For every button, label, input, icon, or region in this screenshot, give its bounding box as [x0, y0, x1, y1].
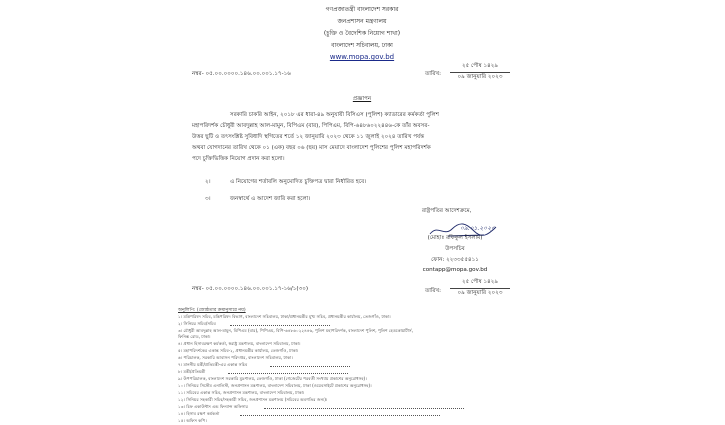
distribution-item: ১৩। চিফ একাউন্টস এন্ড ফিন্যান্স অফিসার: [178, 404, 248, 409]
fill-in-line: [264, 408, 464, 409]
date-english-2: ০৯ জানুয়ারি ২০২৩: [457, 290, 503, 296]
fill-in-line: [270, 366, 350, 367]
distribution-item: ৮। মন্ত্রী/প্রতিমন্ত্রী: [178, 369, 206, 374]
paragraph-2-text: এ নিয়োগের শর্তাবলি অনুমোদিত চুক্তিপত্র দ্বারা নির্ধারিত হবে।: [230, 179, 367, 185]
distribution-item: ৪। প্রধান হিসাবরক্ষণ কর্মকর্তা, স্বরাষ্ট্র মন্ত্রণালয়, বাংলাদেশ সচিবালয়, ঢাকা।: [178, 341, 301, 346]
presidential-order-line: রাষ্ট্রপতির আদেশক্রমে,: [422, 208, 472, 214]
distribution-item: ৭। মাননীয় মন্ত্রী/প্রতিমন্ত্রী-এর একান্ত সচিব: [178, 362, 248, 367]
distribution-item: ১০। সিনিয়র সিস্টেম এনালিস্ট, জনপ্রশাসন মন্ত্রণালয়, বাংলাদেশ সচিবালয়, ঢাকা (ওয়েবসাইটে প্রকাশের অনুরোধসহ)।: [178, 383, 372, 388]
distribution-item: ২। সিনিয়র সচিব/সচিব: [178, 321, 216, 326]
distribution-item: ৯। উপপরিচালক, বাংলাদেশ সরকারি মুদ্রণালয়, তেজগাঁও, ঢাকা (গেজেটের পরবর্তী সংখ্যায় প্রকাশের অনুরোধসহ)।: [178, 376, 367, 381]
date-label-2: তারিখ:: [425, 288, 442, 294]
ministry-name: জনপ্রশাসন মন্ত্রণালয়: [337, 18, 387, 25]
paragraph-line: উত্তর ছুটি ও তৎসংশ্লিষ্ট সুবিধাদি স্থগিতের শর্তে ১২ জানুয়ারি ২০২৩ থেকে ১১ জুলাই ২০২৪ তারিখ পর্যন্ত: [192, 134, 425, 140]
fill-in-line: [230, 325, 330, 326]
govt-name: গণপ্রজাতন্ত্রী বাংলাদেশ সরকার: [325, 6, 399, 13]
signatory-email[interactable]: contapp@mopa.gov.bd: [422, 267, 488, 273]
distribution-item: ৫। মহাপরিদর্শকের একান্ত সচিব-২, প্রধানমন্ত্রীর কার্যালয়, তেজগাঁও, ঢাকা।: [178, 348, 299, 353]
notice-title: প্রজ্ঞাপন: [352, 96, 372, 102]
paragraph-line: মহাপরিদর্শক চৌধুরী আবদুল্লাহ আল-মামুন, বিপিএম (বার), পিপিএম, বিপি-৬৪৮৬০২২৪৪৬-কে তাঁর অবসর-: [192, 123, 430, 129]
paragraph-number: ৩।: [205, 196, 211, 202]
paragraph-line: পদে চুক্তিভিত্তিক নিয়োগ প্রদান করা হলো।: [192, 156, 285, 162]
section-name: (চুক্তি ও বৈদেশিক নিয়োগ শাখা): [323, 30, 401, 37]
memo-number: নম্বর- ০৫.০০.০০০০.১৪৬.০০.০০১.১৭-১৬: [192, 71, 291, 77]
distribution-item: ৩। চৌধুরী আবদুল্লাহ আল-মামুন, বিপিএম (বার), পিপিএম, বিপি-৬৪৮৬০২২৪৪৬, পুলিশ মহাপরিদর্শক, বাংলাদেশ পুলিশ, পুলিশ হেডকোয়ার্টার্স,: [178, 328, 414, 333]
paragraph-line: অথবা যোগদানের তারিখ থেকে ০১ (এক) বছর ০৬ (ছয়) মাস মেয়াদে বাংলাদেশ পুলিশের পুলিশ মহাপরিদর্শক: [192, 145, 431, 151]
signatory-name: (মোহাঃ রফিকুল ইসলাম): [427, 235, 483, 241]
date-bengali-2: ২৫ পৌষ ১৪২৯: [461, 279, 499, 285]
distribution-item: ১। মন্ত্রিপরিষদ সচিব, মন্ত্রিপরিষদ বিভাগ, বাংলাদেশ সচিবালয়, ঢাকা/প্রধানমন্ত্রীর মুখ্য সচিব, প্রধানমন্ত্রীর কার্যালয়, তেজগাঁও, ঢাকা।: [178, 314, 391, 319]
date-divider-2: [450, 288, 510, 289]
distribution-item: ১২। সিনিয়র সহকারী সচিব/সহকারী সচিব, জনপ্রশাসন মন্ত্রণালয় (সচিবের অবগতির জন্য)।: [178, 397, 328, 402]
distribution-item: ১১। সচিবের একান্ত সচিব, জনপ্রশাসন মন্ত্রণালয়, বাংলাদেশ সচিবালয়, ঢাকা।: [178, 390, 305, 395]
distribution-title: অনুলিপি: (জ্যেষ্ঠতার ক্রমানুসারে নয়): [178, 308, 246, 313]
fill-in-line: [228, 373, 348, 374]
paragraph-3-text: জনস্বার্থে এ আদেশ জারি করা হলো।: [230, 196, 311, 202]
signatory-phone: ফোন: ২২৩৩৫৫৪১১: [431, 257, 479, 263]
distribution-item: ১৫। অফিস কপি।: [178, 418, 207, 423]
date-divider: [450, 72, 510, 73]
paragraph-number: ২।: [205, 179, 211, 185]
distribution-item: ফিনিক্স রোড, ঢাকা।: [178, 334, 211, 339]
signatory-designation: উপসচিব: [445, 246, 465, 252]
distribution-list: [178, 306, 538, 425]
paragraph-line: সরকারি চাকরি আইন, ২০১৮ এর ধারা-৪৯ অনুযায়ী বিসিএস (পুলিশ) ক্যাডারের কর্মকর্তা পুলিশ: [230, 112, 439, 118]
distribution-item: ৬। পরিচালক, সরকারি আবাসন পরিদপ্তর, বাংলাদেশ সচিবালয়, ঢাকা।: [178, 355, 293, 360]
date-bengali: ২৫ পৌষ ১৪২৯: [461, 63, 499, 69]
fill-in-line: [240, 415, 440, 416]
date-label: তারিখ:: [425, 71, 442, 77]
website-link[interactable]: www.mopa.gov.bd: [329, 53, 395, 61]
secretariat-address: বাংলাদেশ সচিবালয়, ঢাকা: [331, 42, 393, 49]
memo-number-2: নম্বর- ০৫.০০.০০০০.১৪৬.০০.০০১.১৭-১৬/১(৩০): [192, 286, 309, 292]
signature-date-text: ০৯.০১.২০২৩: [460, 225, 496, 232]
date-english: ০৯ জানুয়ারি ২০২৩: [457, 74, 503, 80]
distribution-item: ১৪। হিসাব রক্ষণ কর্মকর্তা: [178, 411, 220, 416]
